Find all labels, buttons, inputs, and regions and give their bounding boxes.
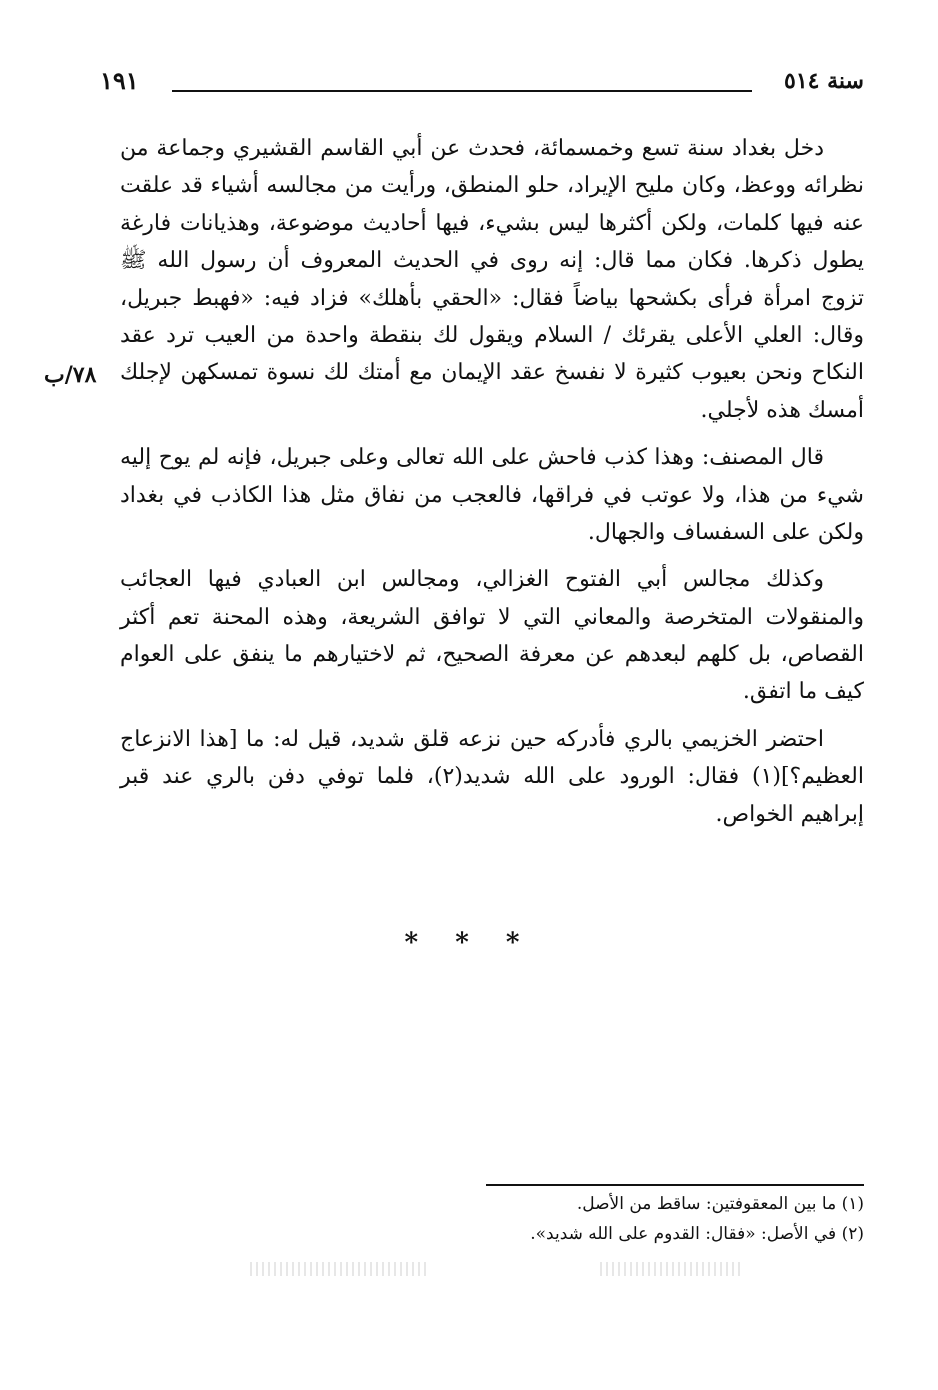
section-separator: * * *: [404, 928, 534, 958]
scan-noise: [600, 1262, 740, 1276]
paragraph-1: دخل بغداد سنة تسع وخمسمائة، فحدث عن أبي القاسم القشيري وجماعة من نظرائه ووعظ، وكان مليح الإيراد، حلو المنطق، ورأيت من مجالسه أشياء قد علقت عنه فيها كلمات، ولكن أكثرها ليس بشيء، فيها أحاديث موضوعة، وهذيانات فارغة يطول ذكرها. فكان مما قال: إنه روى في الحديث المعروف أن رسول الله ﷺ تزوج امرأة فرأى بكشحها بياضاً فقال: «الحقي بأهلك» فزاد فيه: «فهبط جبريل، وقال: العلي الأعلى يقرئك / السلام ويقول لك بنقطة واحدة من العيب ترد عقد النكاح ونحن بعيوب كثيرة لا نفسخ عقد الإيمان مع أمتك لك نسوة تمسكهن لإجلك أمسك هذه لأجلي.: [120, 136, 864, 423]
main-text: [120, 130, 864, 843]
footnotes: [244, 1190, 864, 1250]
header-rule: [172, 90, 752, 92]
scan-noise: [250, 1262, 430, 1276]
page-number: ١٩١: [100, 66, 139, 95]
paragraph-4: احتضر الخزيمي بالري فأدركه حين نزعه قلق شديد، قيل له: ما [هذا الانزعاج العظيم؟](١) فقال: الورود على الله شديد(٢)، فلما توفي دفن بالري عند قبر إبراهيم الخواص.: [120, 726, 864, 827]
footnote-1: (١) ما بين المعقوفتين: ساقط من الأصل.: [576, 1194, 864, 1214]
footnote-rule: [486, 1184, 864, 1186]
manuscript-folio-note: ٧٨/ب: [44, 362, 97, 388]
paragraph-3: وكذلك مجالس أبي الفتوح الغزالي، ومجالس ابن العبادي فيها العجائب والمنقولات المتخرصة والمعاني التي لا توافق الشريعة، وهذه المحنة تعم أكثر القصاص، بل كلهم لبعدهم عن معرفة الصحيح، ثم لاختيارهم ما ينفق على العوام كيف ما اتفق.: [120, 567, 864, 705]
paragraph-2: قال المصنف: وهذا كذب فاحش على الله تعالى وعلى جبريل، فإنه لم يوح إليه شيء من هذا، ولا عوتب في فراقها، فالعجب من نفاق مثل هذا الكاذب في بغداد ولكن على السفساف والجهال.: [120, 445, 864, 545]
page-header: [100, 62, 864, 102]
footnote-2: (٢) في الأصل: «فقال: القدوم على الله شديد».: [530, 1223, 864, 1244]
running-head-year: سنة ٥١٤: [784, 68, 864, 94]
